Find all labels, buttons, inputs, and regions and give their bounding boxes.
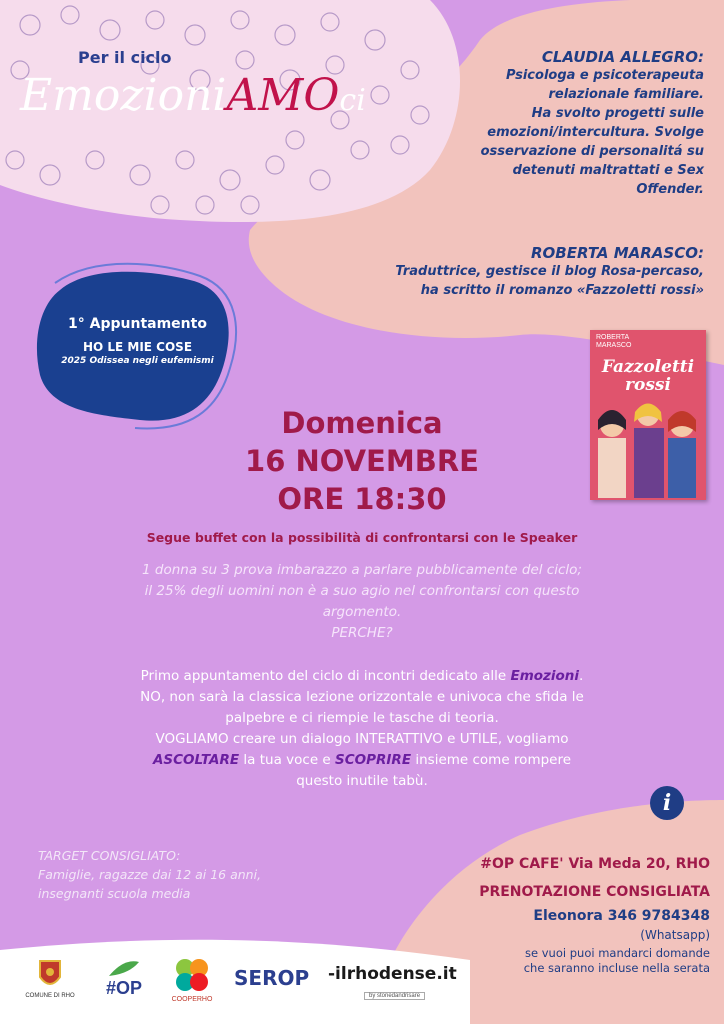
buffet-note: Segue buffet con la possibilità di confrontarsi con le Speaker [146, 530, 578, 545]
description-text: insieme come rompere [411, 752, 572, 768]
description-text: . [579, 668, 584, 684]
description-line: VOGLIAMO creare un dialogo INTERATTIVO e UTILE, vogliamo [155, 731, 569, 747]
description-line: questo inutile tabù. [296, 773, 428, 789]
clover-icon [173, 956, 211, 994]
speaker-claudia [404, 48, 704, 199]
speaker-claudia-line: detenuti maltrattati e Sex [512, 163, 704, 178]
book-title-line1: Fazzoletti [601, 357, 695, 377]
logo-ilrhodense-tag: by stonedandrisare [364, 992, 425, 1000]
description-line: NO, non sarà la classica lezione orizzontale e univoca che sfida le [140, 689, 584, 705]
cycle-title-part1: Emozioni [20, 70, 227, 121]
target-line: Famiglie, ragazze dai 12 ai 16 anni, [38, 867, 262, 882]
speaker-claudia-line: osservazione di personalitá su [480, 144, 704, 159]
question-line: argomento. [322, 604, 402, 620]
question-block [100, 560, 624, 644]
book-title [590, 358, 706, 394]
speaker-roberta-line: Traduttrice, gestisce il blog Rosa-percaso, [395, 264, 704, 279]
logo-cooperho [162, 950, 222, 1008]
logo-rho-label: COMUNE DI RHO [25, 993, 75, 999]
logo-cooperho-label: COOPERHO [171, 995, 213, 1003]
description-emphasis: SCOPRIRE [335, 752, 412, 768]
speaker-claudia-name: CLAUDIA ALLEGRO: [541, 48, 704, 66]
target-line: insegnanti scuola media [38, 886, 191, 901]
leaf-icon [104, 958, 144, 978]
logo-op-label: #OP [105, 977, 143, 998]
book-title-line2: rossi [625, 375, 671, 395]
booking-label: PRENOTAZIONE CONSIGLIATA [479, 884, 710, 900]
event-day: Domenica [281, 406, 443, 440]
description-text: Primo appuntamento del ciclo di incontri dedicato alle [140, 668, 511, 684]
description-line: palpebre e ci riempie le tasche di teoria. [225, 710, 499, 726]
speaker-claudia-line: Psicologa e psicoterapeuta [506, 68, 704, 83]
speaker-claudia-line: relazionale familiare. [548, 87, 704, 102]
speaker-claudia-line: Offender. [636, 182, 704, 197]
booking-block [390, 856, 710, 976]
cycle-title-part3: ci [339, 83, 366, 118]
speaker-roberta [324, 244, 704, 300]
description-line [80, 666, 644, 687]
logo-serop: SEROP [234, 966, 310, 990]
crest-icon [37, 957, 63, 991]
description-block [80, 666, 644, 792]
target-label: TARGET CONSIGLIATO: [38, 848, 181, 863]
logo-ilrhodense [328, 964, 457, 1002]
cycle-title-part2: AMO [226, 70, 340, 121]
speaker-roberta-line: ha scritto il romanzo «Fazzoletti rossi» [420, 283, 704, 298]
event-block [0, 404, 724, 518]
logo-ilrhodense-label: -ilrhodense.it [328, 964, 457, 984]
venue: #OP CAFE' Via Meda 20, RHO [480, 856, 710, 872]
speaker-roberta-name: ROBERTA MARASCO: [530, 244, 704, 262]
question-line: 1 donna su 3 prova imbarazzo a parlare pubblicamente del ciclo; [142, 562, 582, 578]
logo-comune-rho [25, 950, 75, 1006]
booking-contact[interactable]: Eleonora 346 9784348 [533, 908, 710, 924]
booking-channel: (Whatsapp) [640, 928, 710, 942]
event-date: 16 NOVEMBRE [245, 444, 479, 478]
appointment-number: 1° Appuntamento [68, 316, 207, 332]
event-time: ORE 18:30 [277, 482, 447, 516]
booking-note: che saranno incluse nella serata [523, 961, 710, 975]
booking-note: se vuoi puoi mandarci domande [525, 946, 710, 960]
target-block [38, 846, 261, 903]
speaker-claudia-line: Ha svolto progetti sulle [531, 106, 704, 121]
logo-op [94, 952, 154, 1004]
info-icon[interactable]: i [650, 786, 684, 820]
description-emphasis: ASCOLTARE [152, 752, 240, 768]
appointment-badge [45, 316, 230, 366]
appointment-title: HO LE MIE COSE [82, 340, 193, 354]
book-author: ROBERTA MARASCO [596, 334, 632, 349]
cycle-title [20, 70, 366, 121]
appointment-subtitle: 2025 Odissea negli eufemismi [61, 356, 214, 366]
description-line [80, 750, 644, 771]
question-line: il 25% degli uomini non è a suo agio nel confrontarsi con questo [144, 583, 580, 599]
description-emphasis: Emozioni [510, 668, 580, 684]
description-text: la tua voce e [239, 752, 336, 768]
speaker-claudia-line: emozioni/intercultura. Svolge [487, 125, 704, 140]
question-line: PERCHE? [331, 625, 393, 641]
cycle-prefix: Per il ciclo [78, 48, 172, 67]
